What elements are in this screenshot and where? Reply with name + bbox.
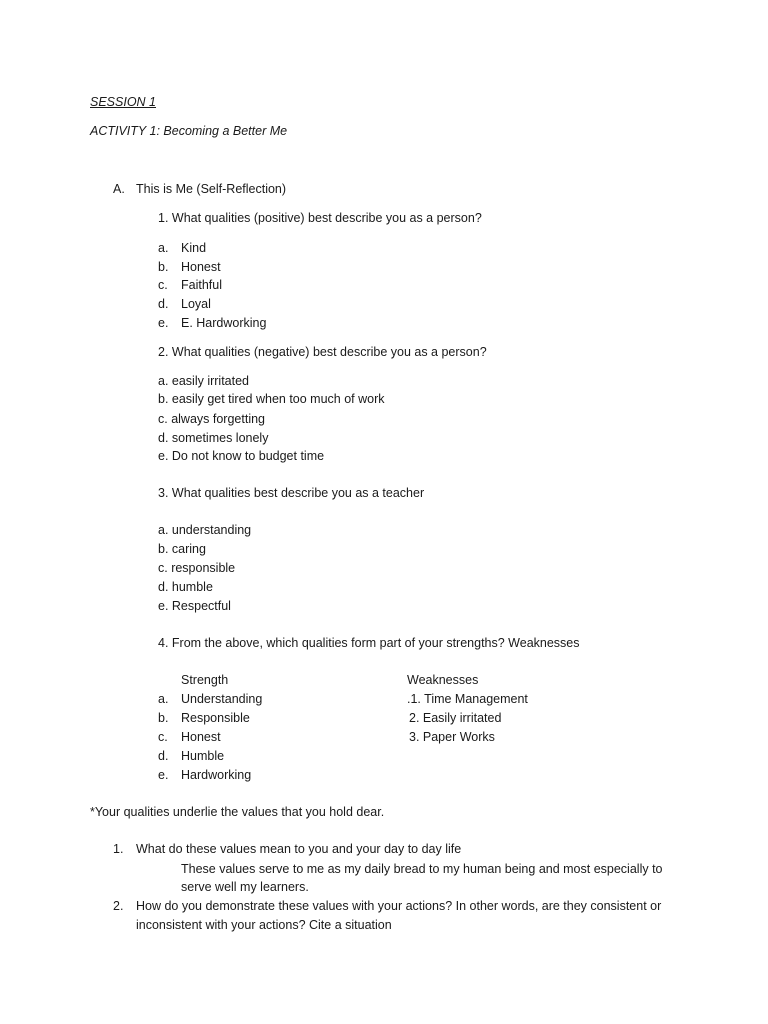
list-item: Responsible: [181, 711, 250, 725]
list-marker: c.: [158, 730, 168, 744]
list-item: c. responsible: [158, 561, 236, 575]
question-3: 3. What qualities best describe you as a teacher: [158, 486, 425, 500]
list-item: d. humble: [158, 580, 213, 594]
final-question-2-line: How do you demonstrate these values with your actions? In other words, are they consistent or: [136, 899, 662, 913]
list-item: d. sometimes lonely: [158, 431, 269, 445]
question-2: 2. What qualities (negative) best describe you as a person?: [158, 345, 487, 359]
list-item: b. easily get tired when too much of work: [158, 392, 385, 406]
list-marker: 1.: [113, 842, 124, 856]
list-item: b. caring: [158, 542, 206, 556]
list-item: E. Hardworking: [181, 316, 267, 330]
list-item: Faithful: [181, 278, 222, 292]
answer-line: serve well my learners.: [181, 880, 309, 894]
list-item: 3. Paper Works: [409, 730, 495, 744]
list-marker: e.: [158, 316, 169, 330]
list-item: c. always forgetting: [158, 412, 265, 426]
section-a-title: This is Me (Self-Reflection): [136, 182, 287, 196]
session-label: SESSION 1: [90, 95, 156, 109]
list-marker: b.: [158, 711, 169, 725]
final-question-1: What do these values mean to you and your day to day life: [136, 842, 462, 856]
section-a-marker: A.: [113, 182, 125, 196]
list-item: a. understanding: [158, 523, 252, 537]
weakness-header: Weaknesses: [407, 673, 479, 687]
list-marker: d.: [158, 297, 169, 311]
list-item: Honest: [181, 260, 221, 274]
list-marker: 2.: [113, 899, 124, 913]
answer-line: These values serve to me as my daily bread to my human being and most especially to: [181, 862, 663, 876]
list-marker: e.: [158, 768, 169, 782]
list-marker: c.: [158, 278, 168, 292]
final-question-2-line: inconsistent with your actions? Cite a situation: [136, 918, 392, 932]
list-item: 2. Easily irritated: [409, 711, 502, 725]
list-item: e. Respectful: [158, 599, 231, 613]
activity-title: ACTIVITY 1: Becoming a Better Me: [90, 124, 288, 138]
question-4: 4. From the above, which qualities form part of your strengths? Weaknesses: [158, 636, 580, 650]
list-item: Understanding: [181, 692, 263, 706]
list-item: .1. Time Management: [407, 692, 528, 706]
list-item: Honest: [181, 730, 221, 744]
list-item: Loyal: [181, 297, 211, 311]
list-marker: d.: [158, 749, 169, 763]
list-item: a. easily irritated: [158, 374, 250, 388]
question-1: 1. What qualities (positive) best describe you as a person?: [158, 211, 482, 225]
list-item: Hardworking: [181, 768, 252, 782]
values-note: *Your qualities underlie the values that you hold dear.: [90, 805, 385, 819]
list-marker: a.: [158, 692, 169, 706]
strength-header: Strength: [181, 673, 229, 687]
list-marker: a.: [158, 241, 169, 255]
list-item: e. Do not know to budget time: [158, 449, 325, 463]
list-item: Kind: [181, 241, 207, 255]
list-marker: b.: [158, 260, 169, 274]
list-item: Humble: [181, 749, 225, 763]
